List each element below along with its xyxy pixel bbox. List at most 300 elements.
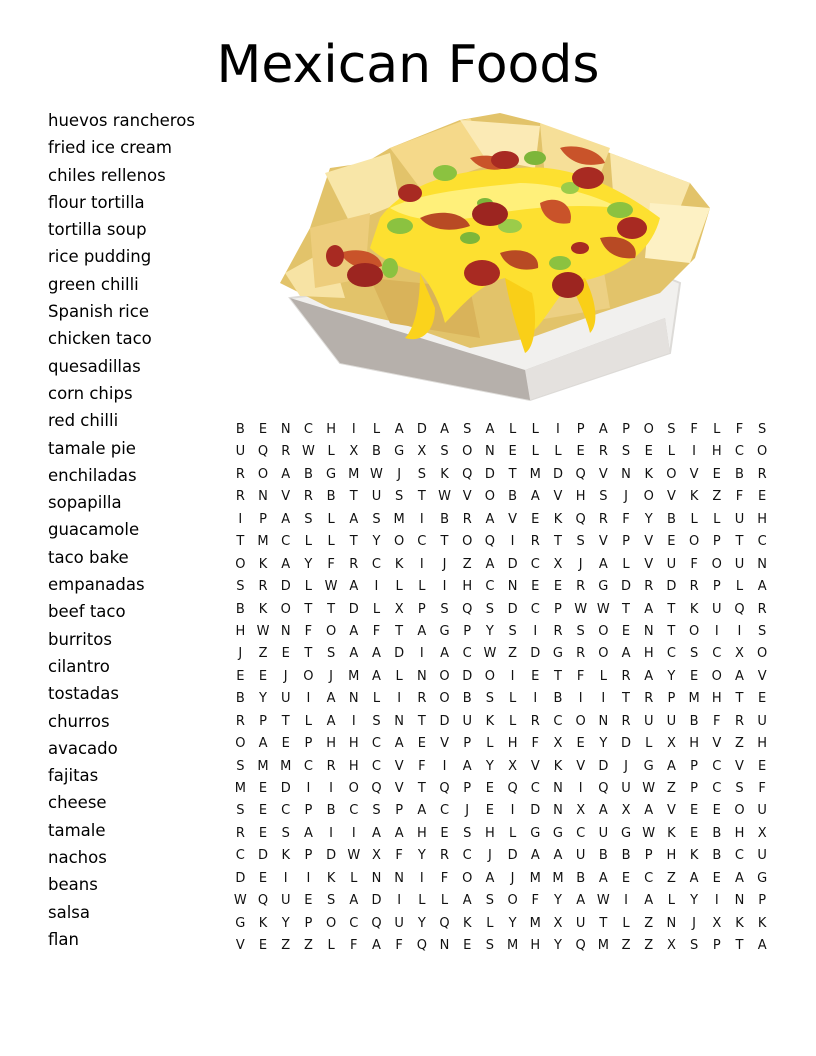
grid-letter[interactable]: O xyxy=(235,736,246,752)
grid-letter[interactable]: T xyxy=(327,601,336,617)
grid-letter[interactable]: L xyxy=(690,511,698,527)
grid-letter[interactable]: A xyxy=(485,511,495,527)
grid-letter[interactable]: K xyxy=(258,601,268,617)
grid-letter[interactable]: K xyxy=(258,556,268,572)
grid-letter[interactable]: U xyxy=(666,713,677,729)
grid-letter[interactable]: X xyxy=(553,915,563,931)
grid-letter[interactable]: D xyxy=(439,713,450,729)
grid-letter[interactable]: S xyxy=(440,601,449,617)
grid-letter[interactable]: C xyxy=(371,556,381,572)
grid-letter[interactable]: A xyxy=(303,825,313,841)
grid-letter[interactable]: B xyxy=(689,713,699,729)
grid-letter[interactable]: F xyxy=(395,848,403,864)
grid-letter[interactable]: G xyxy=(530,825,541,841)
grid-letter[interactable]: T xyxy=(553,668,562,684)
grid-letter[interactable]: O xyxy=(757,444,768,460)
grid-letter[interactable]: F xyxy=(350,938,358,954)
grid-letter[interactable]: Q xyxy=(371,781,382,796)
grid-letter[interactable]: Q xyxy=(598,781,609,796)
grid-letter[interactable]: X xyxy=(508,758,518,774)
grid-letter[interactable]: C xyxy=(462,646,472,662)
grid-letter[interactable]: L xyxy=(667,893,676,909)
grid-letter[interactable]: P xyxy=(463,623,472,639)
grid-letter[interactable]: C xyxy=(485,579,495,595)
grid-letter[interactable]: A xyxy=(349,646,359,662)
grid-letter[interactable]: K xyxy=(553,511,563,527)
grid-letter[interactable]: A xyxy=(349,623,359,639)
grid-letter[interactable]: V xyxy=(394,758,404,774)
grid-letter[interactable]: S xyxy=(281,825,290,841)
grid-letter[interactable]: C xyxy=(734,444,744,460)
grid-letter[interactable]: D xyxy=(280,579,291,595)
grid-letter[interactable]: A xyxy=(530,489,540,505)
grid-letter[interactable]: U xyxy=(575,848,586,864)
grid-letter[interactable]: R xyxy=(621,713,631,729)
grid-letter[interactable]: K xyxy=(440,466,449,482)
grid-letter[interactable]: C xyxy=(371,736,381,752)
grid-letter[interactable]: U xyxy=(598,825,609,841)
grid-letter[interactable]: X xyxy=(372,848,381,864)
grid-letter[interactable]: Q xyxy=(462,601,473,617)
grid-letter[interactable]: A xyxy=(349,893,359,909)
grid-letter[interactable]: Z xyxy=(258,646,268,662)
grid-letter[interactable]: D xyxy=(621,736,632,752)
grid-letter[interactable]: K xyxy=(735,915,744,931)
grid-letter[interactable]: I xyxy=(533,623,538,639)
grid-letter[interactable]: P xyxy=(576,422,585,437)
grid-letter[interactable]: I xyxy=(556,422,560,437)
grid-letter[interactable]: P xyxy=(417,601,426,617)
grid-letter[interactable]: W xyxy=(642,781,656,796)
grid-letter[interactable]: L xyxy=(395,579,403,595)
grid-letter[interactable]: E xyxy=(258,803,268,819)
grid-letter[interactable]: D xyxy=(621,579,632,595)
grid-letter[interactable]: V xyxy=(576,758,586,774)
grid-letter[interactable]: C xyxy=(349,915,359,931)
grid-letter[interactable]: V xyxy=(281,489,291,505)
grid-letter[interactable]: G xyxy=(552,825,563,841)
grid-letter[interactable]: L xyxy=(622,556,630,572)
grid-letter[interactable]: R xyxy=(598,511,608,527)
grid-letter[interactable]: S xyxy=(758,422,767,437)
grid-letter[interactable]: E xyxy=(621,870,631,886)
grid-letter[interactable]: E xyxy=(553,579,563,595)
grid-letter[interactable]: D xyxy=(371,893,382,909)
grid-letter[interactable]: O xyxy=(711,556,722,572)
grid-letter[interactable]: L xyxy=(304,713,313,729)
grid-letter[interactable]: X xyxy=(417,444,427,460)
grid-letter[interactable]: W xyxy=(256,623,270,639)
grid-letter[interactable]: V xyxy=(689,466,699,482)
grid-letter[interactable]: B xyxy=(372,444,381,460)
grid-letter[interactable]: C xyxy=(644,870,654,886)
grid-letter[interactable]: E xyxy=(531,579,540,595)
grid-letter[interactable]: T xyxy=(735,691,744,707)
grid-letter[interactable]: H xyxy=(485,825,495,841)
grid-letter[interactable]: Z xyxy=(281,938,291,954)
grid-letter[interactable]: R xyxy=(235,713,245,729)
grid-letter[interactable]: I xyxy=(419,511,424,527)
grid-letter[interactable]: O xyxy=(757,646,768,662)
grid-letter[interactable]: A xyxy=(735,870,744,886)
grid-letter[interactable]: T xyxy=(236,534,245,550)
grid-letter[interactable]: N xyxy=(734,893,745,909)
grid-letter[interactable]: C xyxy=(734,848,744,864)
grid-letter[interactable]: R xyxy=(258,579,268,595)
grid-letter[interactable]: O xyxy=(575,713,586,729)
grid-letter[interactable]: R xyxy=(281,444,291,460)
grid-letter[interactable]: I xyxy=(419,556,424,572)
grid-letter[interactable]: M xyxy=(597,938,609,954)
grid-letter[interactable]: P xyxy=(667,691,676,707)
grid-letter[interactable]: P xyxy=(690,758,699,774)
grid-letter[interactable]: T xyxy=(735,534,744,550)
grid-letter[interactable]: S xyxy=(758,623,767,639)
grid-letter[interactable]: E xyxy=(258,422,268,437)
grid-letter[interactable]: E xyxy=(485,781,495,796)
grid-letter[interactable]: H xyxy=(348,758,359,774)
grid-letter[interactable]: U xyxy=(280,893,291,909)
grid-letter[interactable]: N xyxy=(439,938,450,954)
grid-letter[interactable]: B xyxy=(598,848,608,864)
grid-letter[interactable]: E xyxy=(485,803,495,819)
grid-letter[interactable]: I xyxy=(306,870,311,886)
grid-letter[interactable]: A xyxy=(644,668,654,684)
grid-letter[interactable]: P xyxy=(712,579,721,595)
grid-letter[interactable]: S xyxy=(667,422,676,437)
grid-letter[interactable]: L xyxy=(599,668,607,684)
grid-letter[interactable]: U xyxy=(643,713,654,729)
grid-letter[interactable]: Z xyxy=(735,736,744,752)
grid-letter[interactable]: M xyxy=(506,938,519,954)
grid-letter[interactable]: M xyxy=(257,534,269,550)
grid-letter[interactable]: R xyxy=(576,579,586,595)
grid-letter[interactable]: E xyxy=(712,466,721,482)
grid-letter[interactable]: G xyxy=(598,579,609,595)
grid-letter[interactable]: R xyxy=(235,466,245,482)
grid-letter[interactable]: H xyxy=(689,736,699,752)
grid-letter[interactable]: S xyxy=(508,623,517,639)
grid-letter[interactable]: N xyxy=(394,870,405,886)
grid-letter[interactable]: X xyxy=(621,803,631,819)
grid-letter[interactable]: U xyxy=(734,511,745,527)
grid-letter[interactable]: Z xyxy=(303,938,313,954)
grid-letter[interactable]: M xyxy=(552,870,564,886)
grid-letter[interactable]: R xyxy=(734,713,744,729)
grid-letter[interactable]: K xyxy=(326,870,336,886)
grid-letter[interactable]: P xyxy=(304,736,313,752)
grid-letter[interactable]: V xyxy=(712,736,722,752)
grid-letter[interactable]: J xyxy=(510,870,515,886)
grid-letter[interactable]: E xyxy=(576,444,585,460)
grid-letter[interactable]: T xyxy=(417,713,426,729)
grid-letter[interactable]: W xyxy=(233,893,247,909)
grid-letter[interactable]: E xyxy=(417,736,426,752)
grid-letter[interactable]: F xyxy=(531,893,540,909)
grid-letter[interactable]: Q xyxy=(575,938,586,954)
grid-letter[interactable]: E xyxy=(531,511,540,527)
grid-letter[interactable]: M xyxy=(348,466,360,482)
grid-letter[interactable]: R xyxy=(757,466,767,482)
grid-letter[interactable]: P xyxy=(758,893,767,909)
grid-letter[interactable]: Y xyxy=(690,893,699,909)
grid-letter[interactable]: L xyxy=(486,736,494,752)
grid-letter[interactable]: I xyxy=(442,758,447,774)
grid-letter[interactable]: K xyxy=(281,848,290,864)
grid-letter[interactable]: A xyxy=(553,848,563,864)
grid-letter[interactable]: S xyxy=(735,781,744,796)
grid-letter[interactable]: S xyxy=(372,803,381,819)
grid-letter[interactable]: C xyxy=(303,758,313,774)
grid-letter[interactable]: E xyxy=(258,668,268,684)
grid-letter[interactable]: L xyxy=(327,938,335,954)
grid-letter[interactable]: T xyxy=(735,938,744,954)
grid-letter[interactable]: A xyxy=(757,579,767,595)
grid-letter[interactable]: U xyxy=(666,556,677,572)
grid-letter[interactable]: I xyxy=(510,534,515,550)
grid-letter[interactable]: E xyxy=(463,938,472,954)
grid-letter[interactable]: A xyxy=(666,758,676,774)
grid-letter[interactable]: B xyxy=(440,511,449,527)
grid-letter[interactable]: X xyxy=(757,825,767,841)
grid-letter[interactable]: A xyxy=(394,422,404,437)
grid-letter[interactable]: E xyxy=(644,444,653,460)
grid-letter[interactable]: A xyxy=(326,713,336,729)
grid-letter[interactable]: Y xyxy=(417,915,426,931)
grid-letter[interactable]: A xyxy=(530,848,540,864)
grid-letter[interactable]: U xyxy=(371,489,382,505)
grid-letter[interactable]: M xyxy=(529,915,541,931)
grid-letter[interactable]: Z xyxy=(666,781,676,796)
grid-letter[interactable]: N xyxy=(757,556,768,572)
grid-letter[interactable]: C xyxy=(530,601,540,617)
grid-letter[interactable]: H xyxy=(711,444,722,460)
grid-letter[interactable]: U xyxy=(757,803,767,819)
grid-letter[interactable]: K xyxy=(485,713,495,729)
grid-letter[interactable]: T xyxy=(440,534,449,550)
grid-letter[interactable]: I xyxy=(329,781,334,796)
grid-letter[interactable]: W xyxy=(483,646,497,662)
grid-letter[interactable]: T xyxy=(281,713,290,729)
grid-letter[interactable]: R xyxy=(644,579,654,595)
grid-letter[interactable]: V xyxy=(530,758,540,774)
grid-letter[interactable]: A xyxy=(598,870,608,886)
grid-letter[interactable]: E xyxy=(667,534,676,550)
grid-letter[interactable]: R xyxy=(553,623,563,639)
grid-letter[interactable]: X xyxy=(712,915,722,931)
grid-letter[interactable]: P xyxy=(463,781,472,796)
grid-letter[interactable]: E xyxy=(281,736,290,752)
grid-letter[interactable]: L xyxy=(735,579,744,595)
grid-letter[interactable]: D xyxy=(280,781,291,796)
grid-letter[interactable]: F xyxy=(735,422,744,437)
grid-letter[interactable]: A xyxy=(598,422,608,437)
grid-letter[interactable]: A xyxy=(462,758,472,774)
grid-letter[interactable]: A xyxy=(440,646,449,662)
grid-letter[interactable]: I xyxy=(306,781,311,796)
grid-letter[interactable]: F xyxy=(758,781,766,796)
grid-letter[interactable]: R xyxy=(326,758,336,774)
grid-letter[interactable]: Y xyxy=(485,623,494,639)
grid-letter[interactable]: B xyxy=(553,691,563,707)
grid-letter[interactable]: N xyxy=(507,579,518,595)
grid-letter[interactable]: L xyxy=(418,579,426,595)
grid-letter[interactable]: G xyxy=(620,825,632,841)
grid-letter[interactable]: R xyxy=(530,534,540,550)
grid-letter[interactable]: T xyxy=(304,646,313,662)
grid-letter[interactable]: S xyxy=(621,444,631,460)
grid-letter[interactable]: A xyxy=(621,646,631,662)
grid-letter[interactable]: H xyxy=(235,623,246,639)
grid-letter[interactable]: I xyxy=(283,870,288,886)
grid-letter[interactable]: L xyxy=(531,444,539,460)
grid-letter[interactable]: E xyxy=(689,825,699,841)
grid-letter[interactable]: T xyxy=(395,623,404,639)
grid-letter[interactable]: E xyxy=(258,825,268,841)
grid-letter[interactable]: V xyxy=(553,489,563,505)
grid-letter[interactable]: G xyxy=(439,623,450,639)
grid-letter[interactable]: Z xyxy=(462,556,472,572)
grid-letter[interactable]: Q xyxy=(734,601,745,617)
grid-letter[interactable]: Z xyxy=(712,489,722,505)
grid-letter[interactable]: W xyxy=(324,579,338,595)
grid-letter[interactable]: O xyxy=(325,915,337,931)
grid-letter[interactable]: R xyxy=(417,691,427,707)
grid-letter[interactable]: A xyxy=(417,803,427,819)
grid-letter[interactable]: N xyxy=(280,623,291,639)
grid-letter[interactable]: B xyxy=(712,848,722,864)
grid-letter[interactable]: E xyxy=(236,668,245,684)
grid-letter[interactable]: Q xyxy=(439,781,450,796)
grid-letter[interactable]: A xyxy=(417,623,427,639)
grid-letter[interactable]: V xyxy=(462,489,472,505)
grid-letter[interactable]: N xyxy=(371,870,382,886)
grid-letter[interactable]: W xyxy=(347,848,361,864)
grid-letter[interactable]: Z xyxy=(508,646,518,662)
grid-letter[interactable]: A xyxy=(258,736,268,752)
grid-letter[interactable]: J xyxy=(487,848,492,864)
grid-letter[interactable]: C xyxy=(666,646,676,662)
grid-letter[interactable]: L xyxy=(554,444,562,460)
grid-letter[interactable]: M xyxy=(348,668,360,684)
grid-letter[interactable]: B xyxy=(326,489,336,505)
grid-letter[interactable]: C xyxy=(576,825,586,841)
grid-letter[interactable]: Q xyxy=(416,938,427,954)
grid-letter[interactable]: S xyxy=(326,646,336,662)
grid-letter[interactable]: D xyxy=(235,870,246,886)
grid-letter[interactable]: A xyxy=(598,803,608,819)
grid-letter[interactable]: E xyxy=(621,623,631,639)
grid-letter[interactable]: B xyxy=(576,870,586,886)
grid-letter[interactable]: Q xyxy=(507,781,518,796)
grid-letter[interactable]: Z xyxy=(621,938,631,954)
grid-letter[interactable]: L xyxy=(486,915,494,931)
grid-letter[interactable]: F xyxy=(327,556,335,572)
grid-letter[interactable]: I xyxy=(578,781,583,796)
grid-letter[interactable]: X xyxy=(666,938,676,954)
grid-letter[interactable]: O xyxy=(507,893,518,909)
grid-letter[interactable]: U xyxy=(757,713,767,729)
grid-letter[interactable]: N xyxy=(485,444,495,460)
grid-letter[interactable]: A xyxy=(281,511,291,527)
grid-letter[interactable]: F xyxy=(304,623,313,639)
grid-letter[interactable]: S xyxy=(485,893,495,909)
grid-letter[interactable]: Q xyxy=(439,915,450,931)
grid-letter[interactable]: O xyxy=(462,444,473,460)
grid-letter[interactable]: A xyxy=(644,803,654,819)
grid-letter[interactable]: F xyxy=(690,556,698,572)
grid-letter[interactable]: A xyxy=(326,691,336,707)
grid-letter[interactable]: B xyxy=(666,511,676,527)
grid-letter[interactable]: L xyxy=(531,422,539,437)
grid-letter[interactable]: Z xyxy=(666,870,676,886)
grid-letter[interactable]: X xyxy=(666,736,676,752)
grid-letter[interactable]: A xyxy=(485,870,495,886)
grid-letter[interactable]: I xyxy=(714,893,719,909)
grid-letter[interactable]: Q xyxy=(575,466,586,482)
grid-letter[interactable]: O xyxy=(303,668,314,684)
grid-letter[interactable]: A xyxy=(281,556,291,572)
grid-letter[interactable]: S xyxy=(417,466,426,482)
grid-letter[interactable]: T xyxy=(349,489,358,505)
grid-letter[interactable]: R xyxy=(440,848,450,864)
grid-letter[interactable]: B xyxy=(326,803,336,819)
grid-letter[interactable]: S xyxy=(689,938,699,954)
grid-letter[interactable]: S xyxy=(576,534,585,550)
grid-letter[interactable]: P xyxy=(304,915,313,931)
grid-letter[interactable]: S xyxy=(326,893,336,909)
grid-letter[interactable]: V xyxy=(735,758,744,774)
grid-letter[interactable]: A xyxy=(394,825,404,841)
grid-letter[interactable]: H xyxy=(575,489,586,505)
grid-letter[interactable]: U xyxy=(712,601,722,617)
grid-letter[interactable]: I xyxy=(419,870,424,886)
grid-letter[interactable]: E xyxy=(689,668,699,684)
grid-letter[interactable]: L xyxy=(622,915,630,931)
grid-letter[interactable]: P xyxy=(622,422,630,437)
grid-letter[interactable]: Q xyxy=(257,444,269,460)
grid-letter[interactable]: R xyxy=(644,691,654,707)
grid-letter[interactable]: L xyxy=(327,534,335,550)
grid-letter[interactable]: F xyxy=(440,870,449,886)
grid-letter[interactable]: F xyxy=(576,668,585,684)
grid-letter[interactable]: A xyxy=(281,466,291,482)
grid-letter[interactable]: K xyxy=(667,825,676,841)
grid-letter[interactable]: F xyxy=(690,422,698,437)
grid-letter[interactable]: Q xyxy=(371,915,382,931)
grid-letter[interactable]: U xyxy=(734,556,745,572)
grid-letter[interactable]: S xyxy=(599,489,608,505)
grid-letter[interactable]: A xyxy=(576,893,586,909)
grid-letter[interactable]: D xyxy=(326,848,337,864)
grid-letter[interactable]: U xyxy=(394,915,404,931)
grid-letter[interactable]: K xyxy=(689,489,699,505)
grid-letter[interactable]: V xyxy=(666,489,676,505)
grid-letter[interactable]: T xyxy=(667,601,676,617)
grid-letter[interactable]: L xyxy=(713,511,721,527)
grid-letter[interactable]: N xyxy=(666,915,677,931)
grid-letter[interactable]: P xyxy=(622,534,630,550)
grid-letter[interactable]: E xyxy=(689,803,699,819)
grid-letter[interactable]: T xyxy=(304,601,313,617)
grid-letter[interactable]: G xyxy=(326,466,337,482)
grid-letter[interactable]: C xyxy=(417,534,427,550)
grid-letter[interactable]: K xyxy=(644,466,653,482)
grid-letter[interactable]: R xyxy=(235,489,245,505)
grid-letter[interactable]: V xyxy=(598,466,608,482)
grid-letter[interactable]: G xyxy=(643,758,654,774)
grid-letter[interactable]: X xyxy=(553,556,563,572)
